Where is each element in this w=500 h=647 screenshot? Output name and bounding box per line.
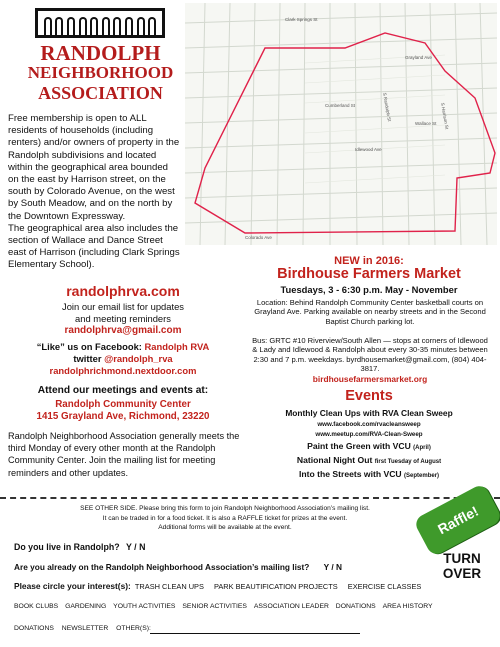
market-location: Location: Behind Randolph Community Center basketball courts on Grayland Ave. Parking available on nearby streets and in the Second Baptist Church parking lot. xyxy=(254,298,486,326)
interests-question: Please circle your interest(s): xyxy=(14,581,131,591)
over-label: OVER xyxy=(442,566,482,581)
interest-gardening[interactable]: GARDENING xyxy=(65,603,107,610)
email-list-text xyxy=(8,301,238,337)
market-title: Birdhouse Farmers Market xyxy=(277,266,461,282)
logo-line-2: NEIGHBORHOOD xyxy=(27,63,174,82)
nextdoor-link[interactable]: randolphrichmond.nextdoor.com xyxy=(49,365,197,376)
interest-trash-clean-ups[interactable]: TRASH CLEAN UPS xyxy=(134,582,204,591)
venue xyxy=(8,399,238,423)
meeting-description: Randolph Neighborhood Association generally meets the third Monday of every other month at the Randolph Community Center. Join the mailing list for meeting reminders and other updates. xyxy=(8,431,240,478)
logo-line-1: RANDOLPH xyxy=(40,41,161,65)
market-bus-info: Bus: GRTC #10 Riverview/South Allen — stops at corners of Idlewood & Lady and Idlewood & Randolph about every 30-35 minutes between 2:30 and 7 p.m. weekdays. byrdhousemarket@gmail.com, (804) 404-3817. xyxy=(252,336,488,374)
event-paint-the-green: Paint the Green with VCU xyxy=(307,441,411,451)
interest-newsletter[interactable]: NEWSLETTER xyxy=(61,625,109,632)
form-instructions-line2: It can be traded in for a food ticket. It is also a RAFFLE ticket for prizes at the event. xyxy=(102,514,348,522)
form-instructions-line1: SEE OTHER SIDE. Please bring this form to join Randolph Neighborhood Association’s mailing list. xyxy=(80,505,370,512)
twitter-prefix: twitter xyxy=(73,353,105,364)
facebook-prefix: “Like” us on Facebook: xyxy=(36,341,145,352)
map-graphic xyxy=(185,3,497,245)
events-list xyxy=(244,408,494,479)
membership-description xyxy=(8,113,180,272)
question-mailing-list-text: Are you already on the Randolph Neighborhood Association’s mailing list? xyxy=(14,562,310,572)
map-street-grayland: Grayland Ave xyxy=(405,55,432,60)
question-mailing-list[interactable] xyxy=(14,561,342,574)
event-paint-note: (April) xyxy=(413,445,431,451)
map-street-idlewood: Idlewood Ave xyxy=(355,147,382,152)
logo-line-3: ASSOCIATION xyxy=(38,83,163,103)
interest-book-clubs[interactable]: BOOK CLUBS xyxy=(14,603,59,610)
clean-sweep-meetup-link[interactable]: www.meetup.com/RVA-Clean-Sweep xyxy=(315,431,423,438)
venue-name: Randolph Community Center xyxy=(55,399,191,410)
interest-area-history[interactable]: AREA HISTORY xyxy=(382,603,433,610)
interest-association-leader[interactable]: ASSOCIATION LEADER xyxy=(253,603,329,610)
contact-email[interactable]: randolphrva@gmail.com xyxy=(64,325,182,336)
event-into-the-streets: Into the Streets with VCU xyxy=(298,469,402,479)
interest-donations-2[interactable]: DONATIONS xyxy=(14,625,54,632)
question-live-in-randolph-options[interactable]: Y / N xyxy=(126,542,146,552)
interests-row-3 xyxy=(14,625,151,632)
website-link[interactable]: randolphrva.com xyxy=(66,283,180,299)
others-write-in-line[interactable] xyxy=(150,633,360,634)
interest-youth-activities[interactable]: YOUTH ACTIVITIES xyxy=(113,603,176,610)
interest-others-label: OTHER(S): xyxy=(116,625,151,632)
interest-park-beautification[interactable]: PARK BEAUTIFICATION PROJECTS xyxy=(213,582,338,591)
map-street-colorado: Colorado Ave xyxy=(245,235,272,240)
interests-row-2 xyxy=(14,603,433,610)
boundary-text: The geographical area also includes the section of Wallace and Dance Street east of Harrison (including Clark Springs Elementary School). xyxy=(8,222,180,271)
market-website-link[interactable]: birdhousefarmersmarket.org xyxy=(312,374,428,384)
event-clean-ups: Monthly Clean Ups with RVA Clean Sweep xyxy=(285,408,453,418)
facebook-link[interactable]: Randolph RVA xyxy=(144,341,210,352)
email-list-line2: and meeting reminders xyxy=(75,313,171,324)
event-streets-note: (September) xyxy=(404,473,440,479)
map-street-clark-springs: Clark Springs St xyxy=(285,17,318,22)
map-street-cumberland: Cumberland St xyxy=(325,103,356,108)
question-mailing-list-options[interactable]: Y / N xyxy=(323,562,342,572)
clean-sweep-facebook-link[interactable]: www.facebook.com/rvacleansweep xyxy=(317,421,421,428)
event-nno-note: first Tuesday of August xyxy=(374,459,442,465)
turn-over-label xyxy=(432,551,492,581)
attend-heading: Attend our meetings and events at: xyxy=(37,385,209,396)
email-list-line1: Join our email list for updates xyxy=(62,301,184,312)
map-street-randolph: S Randolph St xyxy=(382,92,392,122)
interest-exercise-classes[interactable]: EXERCISE CLASSES xyxy=(347,582,422,591)
map-street-wallace: Wallace St xyxy=(415,121,437,126)
cut-line xyxy=(0,497,500,499)
venue-address: 1415 Grayland Ave, Richmond, 23220 xyxy=(36,411,210,422)
question-live-in-randolph[interactable] xyxy=(14,541,145,554)
twitter-link[interactable]: @randolph_rva xyxy=(104,353,173,364)
form-instructions xyxy=(20,504,430,533)
form-instructions-line3: Additional forms will be available at the event. xyxy=(158,524,292,531)
neighborhood-map xyxy=(185,3,497,245)
events-heading: Events xyxy=(345,388,393,404)
market-new-label: NEW in 2016: xyxy=(334,255,404,267)
turn-label: TURN xyxy=(443,551,481,566)
interest-donations[interactable]: DONATIONS xyxy=(335,603,376,610)
logo-fence-graphic xyxy=(35,8,165,38)
market-schedule: Tuesdays, 3 - 6:30 p.m. May - November xyxy=(280,284,458,295)
interests-row-1 xyxy=(14,581,421,591)
social-links xyxy=(8,341,238,377)
raffle-badge: Raffle! xyxy=(413,483,500,558)
question-live-in-randolph-text: Do you live in Randolph? xyxy=(14,542,120,552)
interest-senior-activities[interactable]: SENIOR ACTIVITIES xyxy=(182,603,247,610)
map-street-harrison: S Harrison St xyxy=(440,102,450,130)
membership-text: Free membership is open to ALL residents of households (including renters) and/or owners of property in the Randolph subdivisions and located within the geographical area bounded on the east by Harrison street, on the south by Colorado Avenue, on the west by South Meadow, and on the north by the Downtown Expressway. xyxy=(8,113,180,222)
event-national-night-out: National Night Out xyxy=(296,455,373,465)
